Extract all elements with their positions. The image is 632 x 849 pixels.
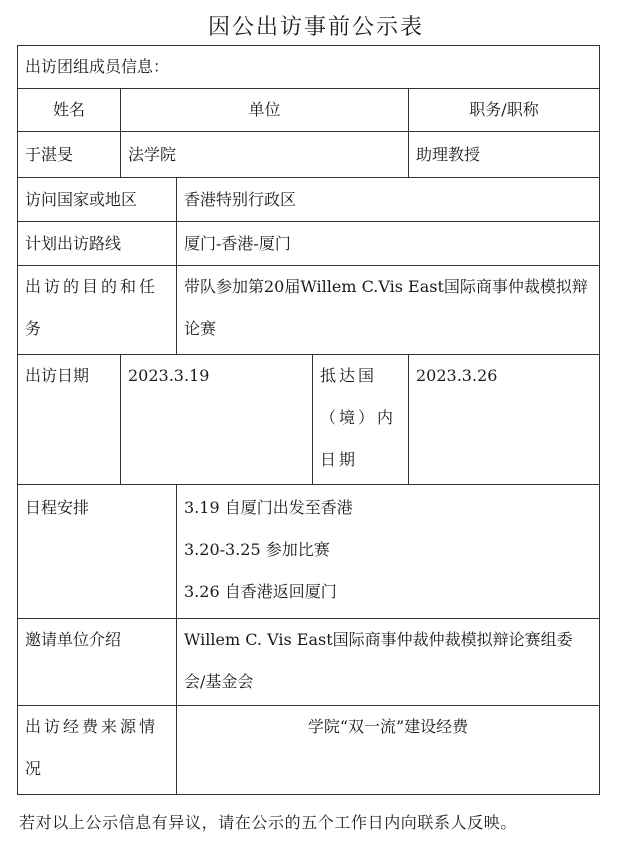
purpose-label: 出访的目的和任务 (18, 266, 177, 355)
date-label: 出访日期 (18, 355, 121, 485)
members-heading-row (18, 46, 600, 89)
member-title: 助理教授 (409, 132, 600, 178)
schedule-item: 3.19 自厦门出发至香港 (184, 498, 353, 517)
disclosure-form-table (17, 45, 600, 795)
members-heading: 出访团组成员信息： (18, 46, 600, 89)
country-row (18, 178, 600, 222)
purpose-value: 带队参加第20届Willem C.Vis East国际商事仲裁模拟辩论赛 (177, 266, 600, 355)
member-header-row (18, 89, 600, 132)
schedule-item: 3.20-3.25 参加比赛 (184, 540, 330, 559)
route-value: 厦门-香港-厦门 (177, 222, 600, 266)
country-value: 香港特别行政区 (177, 178, 600, 222)
arrival-label: 抵达国（境）内日期 (313, 355, 409, 485)
schedule-label: 日程安排 (18, 485, 177, 619)
inviter-row (18, 619, 600, 706)
header-title: 职务/职称 (409, 89, 600, 132)
funding-value: 学院“双一流”建设经费 (177, 706, 600, 795)
funding-row (18, 706, 600, 795)
country-label: 访问国家或地区 (18, 178, 177, 222)
purpose-row (18, 266, 600, 355)
schedule-list (177, 485, 600, 619)
funding-label: 出访经费来源情况 (18, 706, 177, 795)
route-row (18, 222, 600, 266)
date-value: 2023.3.19 (121, 355, 313, 485)
date-row (18, 355, 600, 485)
header-name: 姓名 (18, 89, 121, 132)
schedule-item: 3.26 自香港返回厦门 (184, 582, 337, 601)
page-title: 因公出访事前公示表 (207, 15, 424, 40)
member-row (18, 132, 600, 178)
inviter-value: Willem C. Vis East国际商事仲裁仲裁模拟辩论赛组委会/基金会 (177, 619, 600, 706)
arrival-value: 2023.3.26 (409, 355, 600, 485)
header-unit: 单位 (121, 89, 409, 132)
inviter-label: 邀请单位介绍 (18, 619, 177, 706)
schedule-row (18, 485, 600, 619)
route-label: 计划出访路线 (18, 222, 177, 266)
member-name: 于湛旻 (18, 132, 121, 178)
member-unit: 法学院 (121, 132, 409, 178)
footer-note: 若对以上公示信息有异议，请在公示的五个工作日内向联系人反映。 (19, 813, 518, 832)
